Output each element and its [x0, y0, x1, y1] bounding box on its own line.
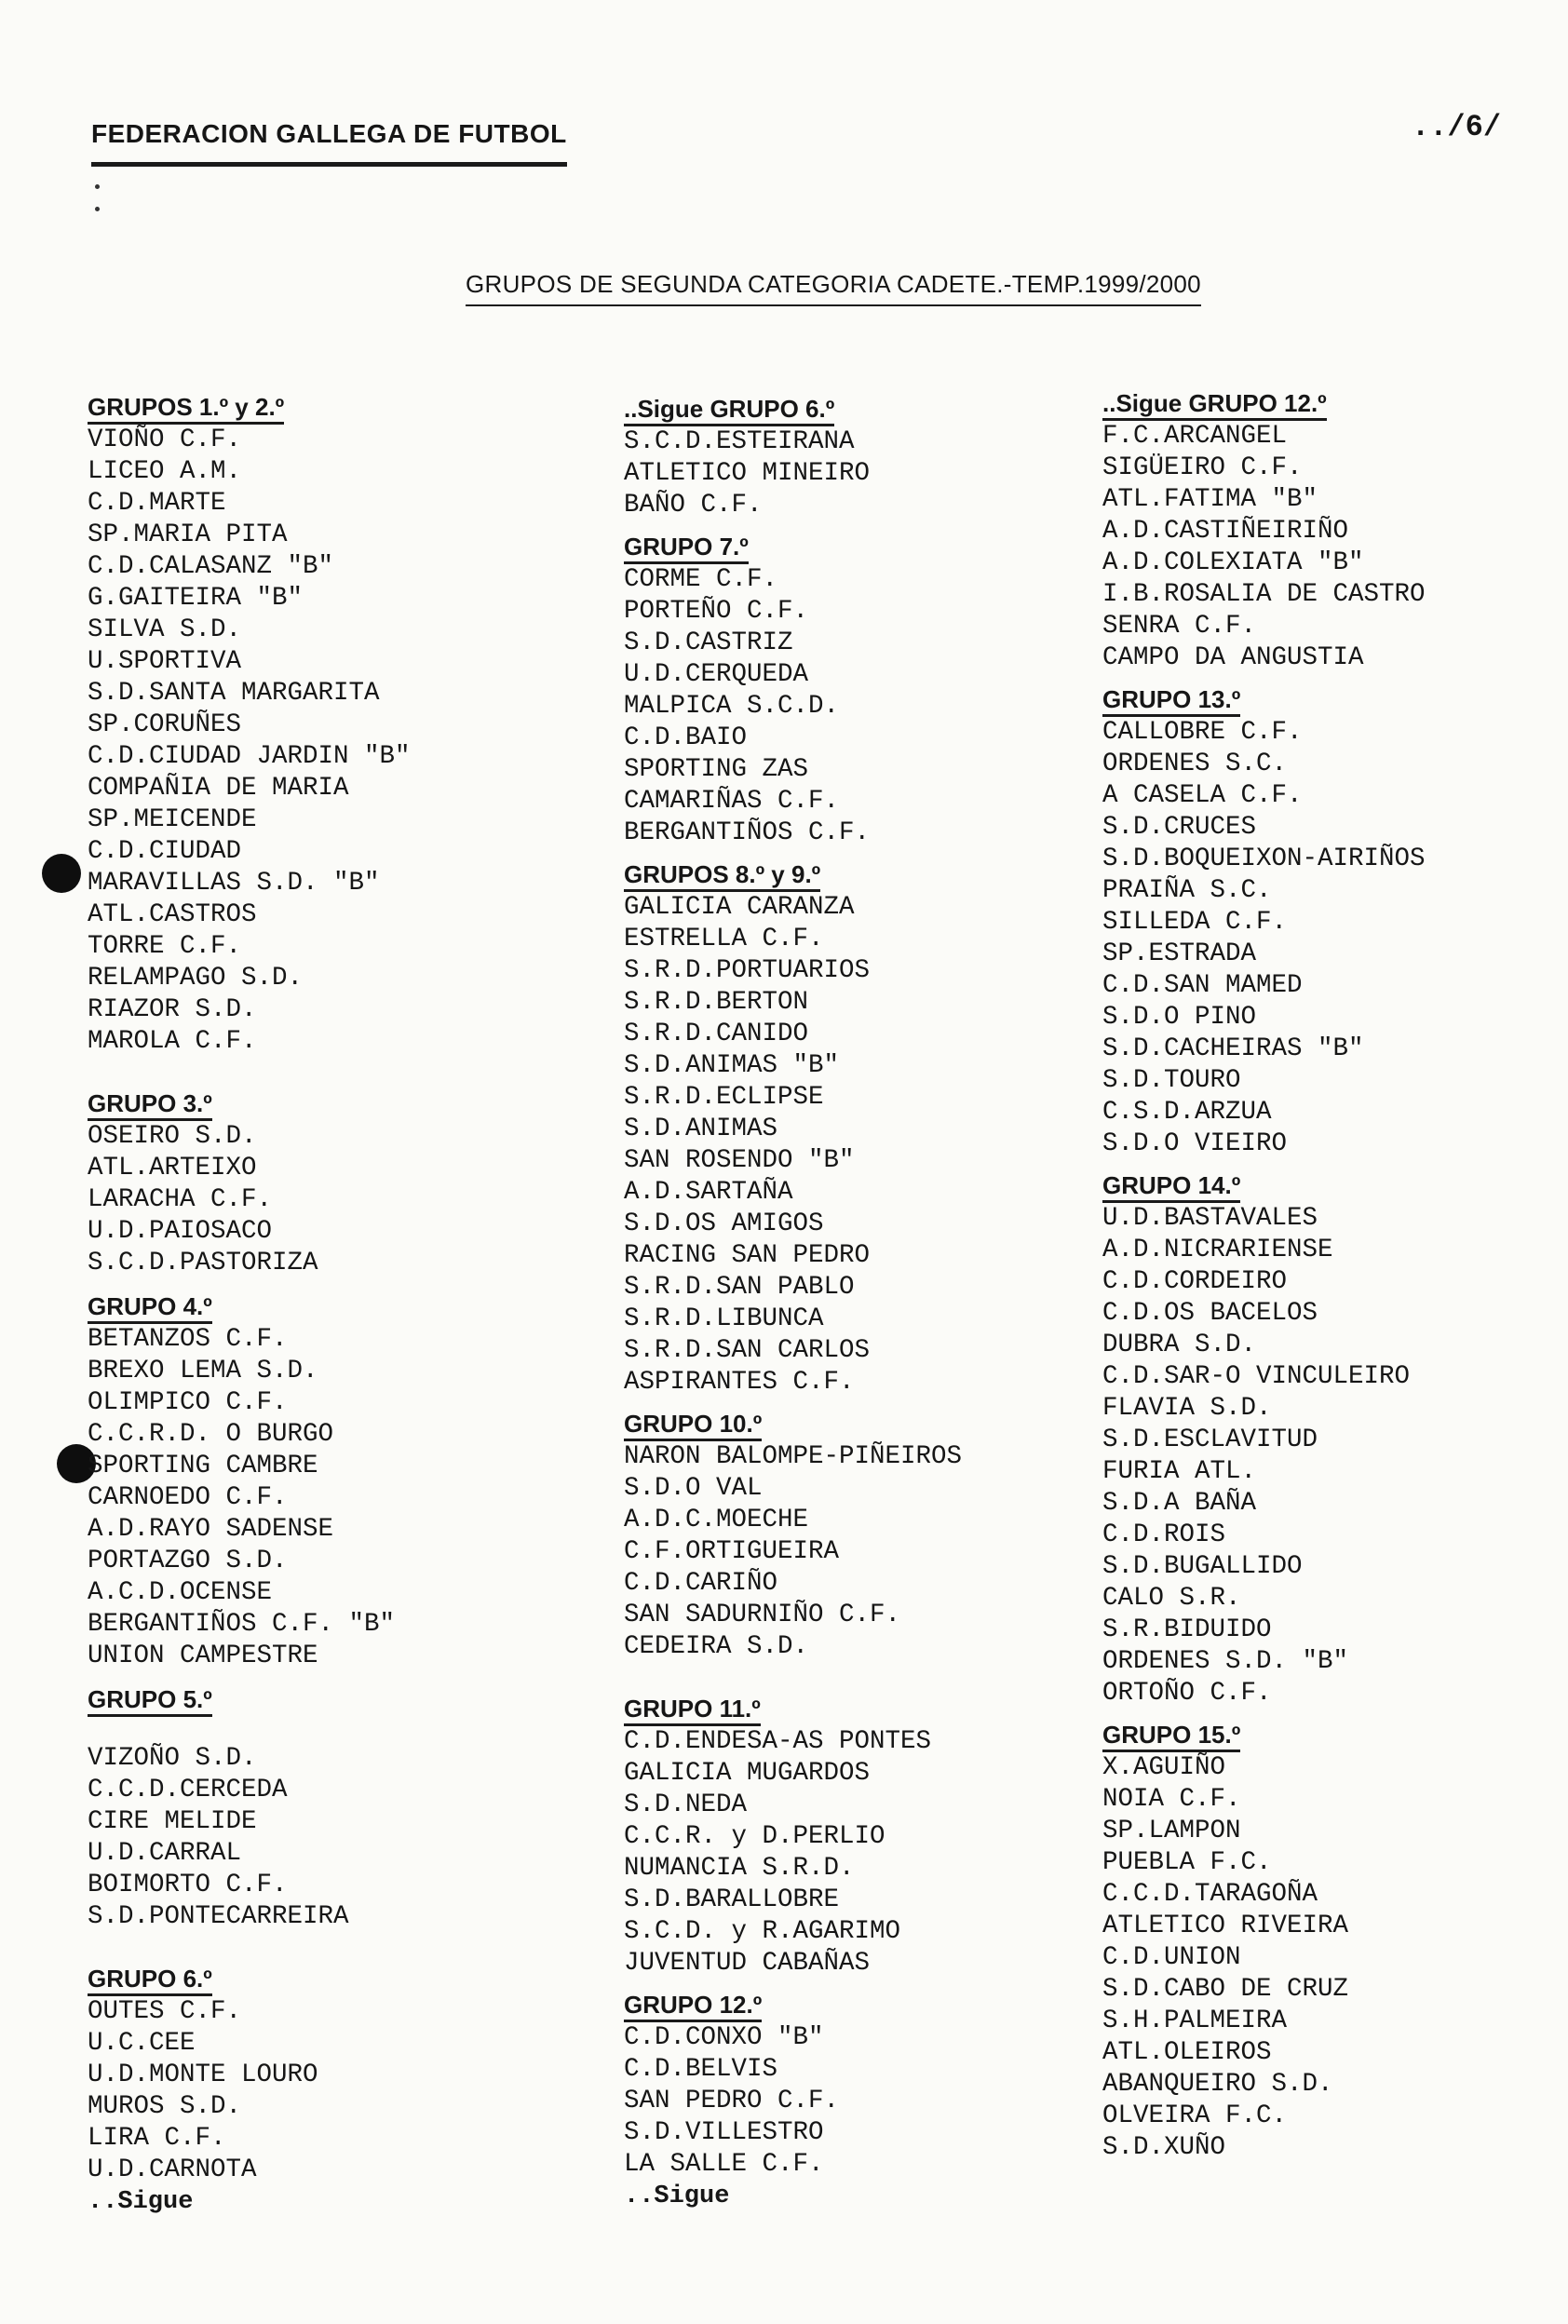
team-name: VIOÑO C.F.: [88, 426, 242, 454]
team-name: U.SPORTIVA: [88, 647, 242, 676]
team-group: [88, 1965, 411, 2186]
team-name: PRAIÑA S.C.: [1102, 876, 1272, 905]
team-name: S.R.D.CANIDO: [624, 1020, 809, 1048]
team-name: ATL.ARTEIXO: [88, 1154, 257, 1182]
group-heading: GRUPO 11.º: [624, 1695, 761, 1726]
team-name: C.S.D.ARZUA: [1102, 1098, 1272, 1127]
team-name: SILLEDA C.F.: [1102, 908, 1288, 937]
team-name: MALPICA S.C.D.: [624, 692, 840, 721]
team-name: S.D.OS AMIGOS: [624, 1209, 824, 1238]
group-heading: GRUPOS 1.º y 2.º: [88, 393, 284, 425]
group-heading: GRUPO 10.º: [624, 1410, 762, 1441]
team-name: SP.MEICENDE: [88, 805, 257, 834]
team-name: BERGANTIÑOS C.F.: [624, 818, 871, 847]
group-heading: GRUPOS 8.º y 9.º: [624, 860, 820, 892]
team-name: PORTEÑO C.F.: [624, 597, 809, 626]
team-name: CEDEIRA S.D.: [624, 1632, 809, 1661]
team-name: S.R.D.LIBUNCA: [624, 1304, 824, 1333]
group-heading: GRUPO 4.º: [88, 1292, 212, 1324]
team-name: SIGÜEIRO C.F.: [1102, 453, 1303, 482]
column-right: [1102, 389, 1426, 2164]
team-name: SAN SADURNIÑO C.F.: [624, 1601, 901, 1629]
continued-note: ..Sigue: [88, 2188, 194, 2216]
team-name: A CASELA C.F.: [1102, 781, 1303, 810]
team-name: S.D.PONTECARREIRA: [88, 1902, 349, 1931]
team-name: SP.MARIA PITA: [88, 520, 288, 549]
team-name: FLAVIA S.D.: [1102, 1394, 1272, 1423]
team-name: C.C.R. y D.PERLIO: [624, 1822, 885, 1851]
team-name: LICEO A.M.: [88, 457, 242, 486]
team-name: S.D.CRUCES: [1102, 813, 1257, 842]
team-name: C.D.SAR-O VINCULEIRO: [1102, 1362, 1411, 1391]
continued-note: ..Sigue: [624, 2182, 730, 2210]
team-name: S.R.BIDUIDO: [1102, 1615, 1272, 1644]
team-name: UNION CAMPESTRE: [88, 1642, 318, 1670]
group-heading: ..Sigue GRUPO 12.º: [1102, 389, 1327, 421]
team-name: SPORTING CAMBRE: [88, 1452, 318, 1480]
team-name: GALICIA MUGARDOS: [624, 1759, 871, 1788]
team-name: S.D.CASTRIZ: [624, 628, 793, 657]
team-name: S.C.D.PASTORIZA: [88, 1249, 318, 1277]
team-name: BOIMORTO C.F.: [88, 1871, 288, 1899]
team-name: JUVENTUD CABAÑAS: [624, 1949, 871, 1978]
team-name: S.C.D. y R.AGARIMO: [624, 1917, 901, 1946]
team-name: BAÑO C.F.: [624, 491, 763, 520]
group-heading: GRUPO 6.º: [88, 1965, 212, 1996]
team-name: SP.ESTRADA: [1102, 939, 1257, 968]
team-name: C.D.OS BACELOS: [1102, 1299, 1318, 1328]
team-name: S.R.D.PORTUARIOS: [624, 956, 871, 985]
team-name: NARON BALOMPE-PIÑEIROS: [624, 1442, 963, 1471]
team-name: A.D.COLEXIATA "B": [1102, 548, 1364, 577]
team-name: U.D.CARNOTA: [88, 2155, 257, 2184]
team-name: RIAZOR S.D.: [88, 995, 257, 1024]
team-name: SPORTING ZAS: [624, 755, 809, 784]
team-name: C.D.CONXO "B": [624, 2023, 824, 2052]
team-name: CAMARIÑAS C.F.: [624, 787, 840, 816]
team-name: PUEBLA F.C.: [1102, 1848, 1272, 1877]
team-name: VIZOÑO S.D.: [88, 1744, 257, 1773]
team-name: A.D.CASTIÑEIRIÑO: [1102, 517, 1349, 546]
team-name: F.C.ARCANGEL: [1102, 422, 1288, 451]
team-group: [1102, 1721, 1426, 2164]
team-name: U.D.MONTE LOURO: [88, 2061, 318, 2089]
team-name: U.D.BASTAVALES: [1102, 1204, 1318, 1233]
group-heading: ..Sigue GRUPO 6.º: [624, 395, 834, 426]
team-name: X.AGUIÑO: [1102, 1753, 1226, 1782]
team-name: C.F.ORTIGUEIRA: [624, 1537, 840, 1566]
team-name: ATL.CASTROS: [88, 900, 257, 929]
team-name: SENRA C.F.: [1102, 612, 1257, 641]
team-name: LA SALLE C.F.: [624, 2150, 824, 2179]
team-name: C.C.D.CERCEDA: [88, 1776, 288, 1804]
team-name: COMPAÑIA DE MARIA: [88, 774, 349, 803]
team-name: C.D.CIUDAD: [88, 837, 242, 866]
team-name: S.D.TOURO: [1102, 1066, 1241, 1095]
team-group: [624, 1695, 962, 1979]
team-name: S.D.BUGALLIDO: [1102, 1552, 1303, 1581]
team-name: OLVEIRA F.C.: [1102, 2101, 1288, 2130]
group-heading: GRUPO 5.º: [88, 1685, 212, 1717]
team-name: S.R.D.BERTON: [624, 988, 809, 1017]
team-name: U.C.CEE: [88, 2029, 196, 2058]
team-name: OSEIRO S.D.: [88, 1122, 257, 1151]
team-name: S.D.BOQUEIXON-AIRIÑOS: [1102, 844, 1426, 873]
team-name: NOIA C.F.: [1102, 1785, 1241, 1814]
team-name: SILVA S.D.: [88, 615, 242, 644]
team-name: S.D.O VAL: [624, 1474, 763, 1503]
team-name: S.R.D.SAN PABLO: [624, 1273, 855, 1302]
column-middle: [624, 395, 962, 2212]
team-name: ABANQUEIRO S.D.: [1102, 2070, 1333, 2099]
document-title: GRUPOS DE SEGUNDA CATEGORIA CADETE.-TEMP.1999/2000: [466, 270, 1201, 306]
team-name: U.D.CERQUEDA: [624, 660, 809, 689]
team-group: [624, 533, 962, 849]
team-name: OUTES C.F.: [88, 1997, 242, 2026]
team-group: [88, 1292, 411, 1672]
team-name: A.D.NICRARIENSE: [1102, 1236, 1333, 1264]
team-name: C.C.D.TARAGOÑA: [1102, 1880, 1318, 1909]
team-group: [624, 395, 962, 521]
team-name: A.C.D.OCENSE: [88, 1578, 273, 1607]
team-name: ATLETICO RIVEIRA: [1102, 1912, 1349, 1940]
team-group: [624, 1991, 962, 2181]
team-name: TORRE C.F.: [88, 932, 242, 961]
team-name: CORME C.F.: [624, 565, 778, 594]
team-name: S.D.CACHEIRAS "B": [1102, 1034, 1364, 1063]
scan-speck: [95, 184, 100, 189]
group-heading: GRUPO 12.º: [624, 1991, 762, 2022]
team-name: S.D.VILLESTRO: [624, 2118, 824, 2147]
team-name: G.GAITEIRA "B": [88, 584, 304, 613]
team-name: S.D.SANTA MARGARITA: [88, 679, 380, 708]
team-name: MUROS S.D.: [88, 2092, 242, 2121]
team-name: S.D.CABO DE CRUZ: [1102, 1975, 1349, 2004]
team-name: SP.LAMPON: [1102, 1817, 1241, 1845]
team-name: S.D.ANIMAS: [624, 1115, 778, 1143]
team-name: BREXO LEMA S.D.: [88, 1357, 318, 1385]
team-name: OLIMPICO C.F.: [88, 1388, 288, 1417]
team-group: [624, 860, 962, 1398]
team-name: RACING SAN PEDRO: [624, 1241, 871, 1270]
team-name: C.D.ROIS: [1102, 1520, 1226, 1549]
team-name: PORTAZGO S.D.: [88, 1547, 288, 1575]
team-group: [1102, 1171, 1426, 1709]
team-name: RELAMPAGO S.D.: [88, 964, 304, 993]
team-name: ESTRELLA C.F.: [624, 925, 824, 953]
team-name: S.D.O VIEIRO: [1102, 1129, 1288, 1158]
team-name: U.D.CARRAL: [88, 1839, 242, 1868]
team-name: C.D.SAN MAMED: [1102, 971, 1303, 1000]
team-name: CALLOBRE C.F.: [1102, 718, 1303, 747]
team-name: C.D.MARTE: [88, 489, 226, 518]
team-name: FURIA ATL.: [1102, 1457, 1257, 1486]
team-name: S.D.NEDA: [624, 1790, 748, 1819]
team-name: ORDENES S.D. "B": [1102, 1647, 1349, 1676]
team-name: SAN ROSENDO "B": [624, 1146, 855, 1175]
team-name: S.D.ANIMAS "B": [624, 1051, 840, 1080]
team-name: S.D.ESCLAVITUD: [1102, 1425, 1318, 1454]
team-name: BERGANTIÑOS C.F. "B": [88, 1610, 396, 1639]
team-name: SP.CORUÑES: [88, 710, 242, 739]
team-name: C.D.ENDESA-AS PONTES: [624, 1727, 932, 1756]
team-name: I.B.ROSALIA DE CASTRO: [1102, 580, 1426, 609]
group-heading: GRUPO 7.º: [624, 533, 749, 564]
team-name: A.D.SARTAÑA: [624, 1178, 793, 1207]
team-name: S.R.D.SAN CARLOS: [624, 1336, 871, 1365]
team-group: [1102, 389, 1426, 674]
team-name: CAMPO DA ANGUSTIA: [1102, 643, 1364, 672]
team-name: DUBRA S.D.: [1102, 1331, 1257, 1359]
team-name: S.D.O PINO: [1102, 1003, 1257, 1032]
group-heading: GRUPO 3.º: [88, 1089, 212, 1121]
team-name: ATLETICO MINEIRO: [624, 459, 871, 488]
team-name: C.C.R.D. O BURGO: [88, 1420, 334, 1449]
team-name: MARAVILLAS S.D. "B": [88, 869, 380, 898]
team-name: C.D.CORDEIRO: [1102, 1267, 1288, 1296]
team-name: ATL.OLEIROS: [1102, 2038, 1272, 2067]
team-name: S.D.A BAÑA: [1102, 1489, 1257, 1518]
team-name: NUMANCIA S.R.D.: [624, 1854, 855, 1883]
team-name: S.D.BARALLOBRE: [624, 1885, 840, 1914]
team-name: ORDENES S.C.: [1102, 750, 1288, 778]
team-name: A.D.C.MOECHE: [624, 1506, 809, 1534]
team-name: CALO S.R.: [1102, 1584, 1241, 1613]
team-group: [88, 1089, 411, 1279]
team-name: A.D.RAYO SADENSE: [88, 1515, 334, 1544]
team-name: S.D.XUÑO: [1102, 2133, 1226, 2162]
group-heading: GRUPO 14.º: [1102, 1171, 1240, 1203]
team-name: S.C.D.ESTEIRANA: [624, 427, 855, 456]
team-group: [1102, 685, 1426, 1160]
team-name: ASPIRANTES C.F.: [624, 1368, 855, 1397]
group-heading: GRUPO 13.º: [1102, 685, 1240, 717]
team-name: ORTOÑO C.F.: [1102, 1679, 1272, 1708]
team-name: GALICIA CARANZA: [624, 893, 855, 922]
organization-header: FEDERACION GALLEGA DE FUTBOL: [91, 119, 567, 167]
punch-hole-mark: [42, 854, 81, 893]
team-name: S.R.D.ECLIPSE: [624, 1083, 824, 1112]
team-name: SAN PEDRO C.F.: [624, 2087, 840, 2115]
team-name: CARNOEDO C.F.: [88, 1483, 288, 1512]
team-name: U.D.PAIOSACO: [88, 1217, 273, 1246]
column-left: [88, 393, 411, 2218]
team-name: C.D.CALASANZ "B": [88, 552, 334, 581]
team-name: C.D.CIUDAD JARDIN "B": [88, 742, 411, 771]
team-name: LIRA C.F.: [88, 2124, 226, 2153]
page-number: ../6/: [1412, 110, 1502, 144]
team-group: [624, 1410, 962, 1663]
team-name: S.H.PALMEIRA: [1102, 2006, 1288, 2035]
team-name: C.D.BELVIS: [624, 2055, 778, 2084]
team-name: MAROLA C.F.: [88, 1027, 257, 1056]
team-group: [88, 1685, 411, 1933]
team-name: C.D.CARIÑO: [624, 1569, 778, 1598]
team-name: CIRE MELIDE: [88, 1807, 257, 1836]
team-name: ATL.FATIMA "B": [1102, 485, 1318, 514]
team-name: C.D.UNION: [1102, 1943, 1241, 1972]
team-name: BETANZOS C.F.: [88, 1325, 288, 1354]
team-group: [88, 393, 411, 1058]
scan-speck: [95, 207, 100, 211]
team-name: C.D.BAIO: [624, 723, 748, 752]
team-name: LARACHA C.F.: [88, 1185, 273, 1214]
group-heading: GRUPO 15.º: [1102, 1721, 1240, 1752]
